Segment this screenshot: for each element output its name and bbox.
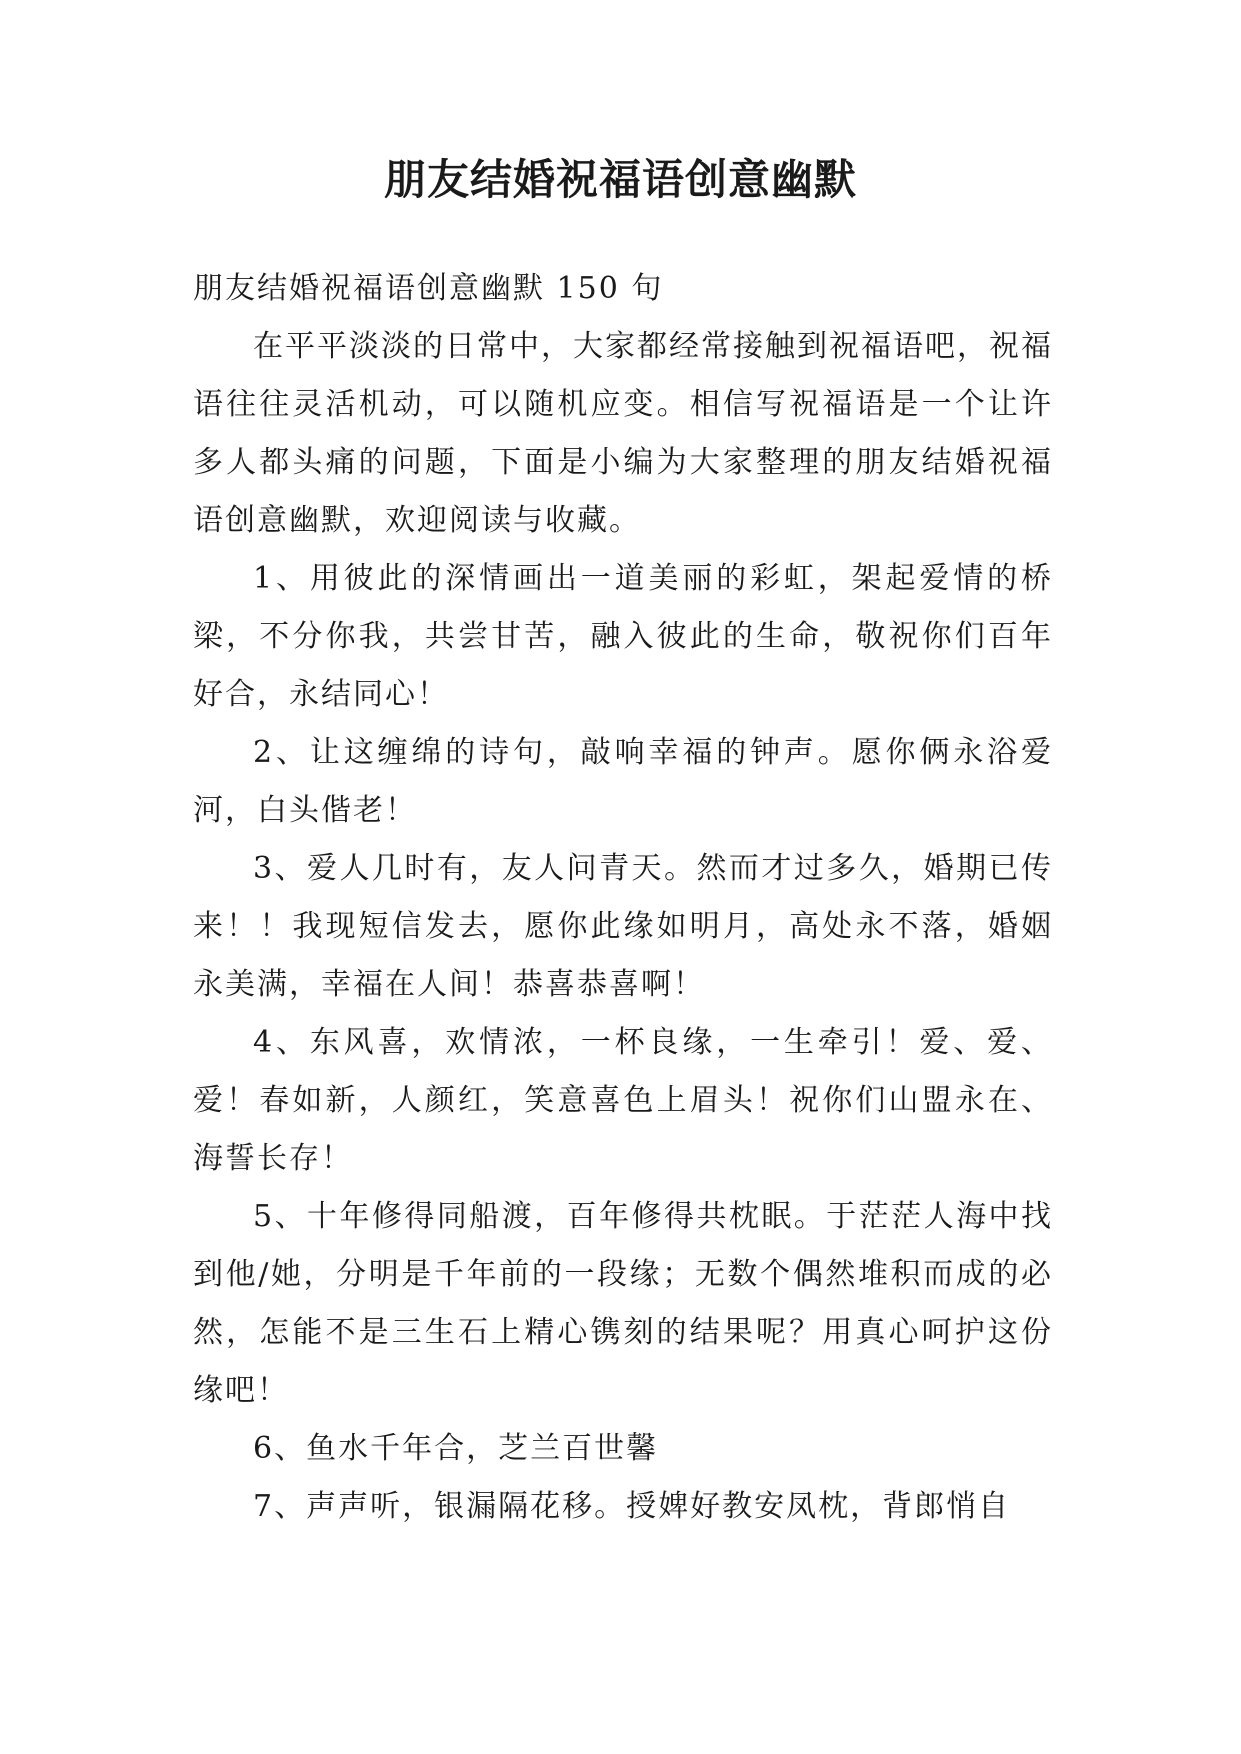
document-subtitle: 朋友结婚祝福语创意幽默 150 句 xyxy=(193,271,664,306)
document-body xyxy=(193,260,1053,1536)
document-title: 朋友结婚祝福语创意幽默 xyxy=(383,155,857,204)
list-item: 6、鱼水千年合，芝兰百世馨 xyxy=(253,1431,659,1466)
list-item: 3、爱人几时有，友人问青天。然而才过多久，婚期已传来！！我现短信发去，愿你此缘如明月，高处永不落，婚姻永美满，幸福在人间！恭喜恭喜啊！ xyxy=(193,851,1053,1002)
list-item: 2、让这缠绵的诗句，敲响幸福的钟声。愿你俩永浴爱河，白头偕老！ xyxy=(193,735,1053,828)
list-item: 4、东风喜，欢情浓，一杯良缘，一生牵引！爱、爱、爱！春如新，人颜红，笑意喜色上眉头！祝你们山盟永在、海誓长存！ xyxy=(193,1025,1053,1176)
list-item: 5、十年修得同船渡，百年修得共枕眠。于茫茫人海中找到他/她，分明是千年前的一段缘；无数个偶然堆积而成的必然，怎能不是三生石上精心镌刻的结果呢？用真心呵护这份缘吧！ xyxy=(193,1199,1053,1408)
list-item: 7、声声听，银漏隔花移。授婢好教安凤枕，背郎悄自 xyxy=(253,1489,1011,1524)
list-item: 1、用彼此的深情画出一道美丽的彩虹，架起爱情的桥梁，不分你我，共尝甘苦，融入彼此的生命，敬祝你们百年好合，永结同心！ xyxy=(193,561,1053,712)
intro-paragraph: 在平平淡淡的日常中，大家都经常接触到祝福语吧，祝福语往往灵活机动，可以随机应变。相信写祝福语是一个让许多人都头痛的问题，下面是小编为大家整理的朋友结婚祝福语创意幽默，欢迎阅读与收藏。 xyxy=(193,329,1053,538)
